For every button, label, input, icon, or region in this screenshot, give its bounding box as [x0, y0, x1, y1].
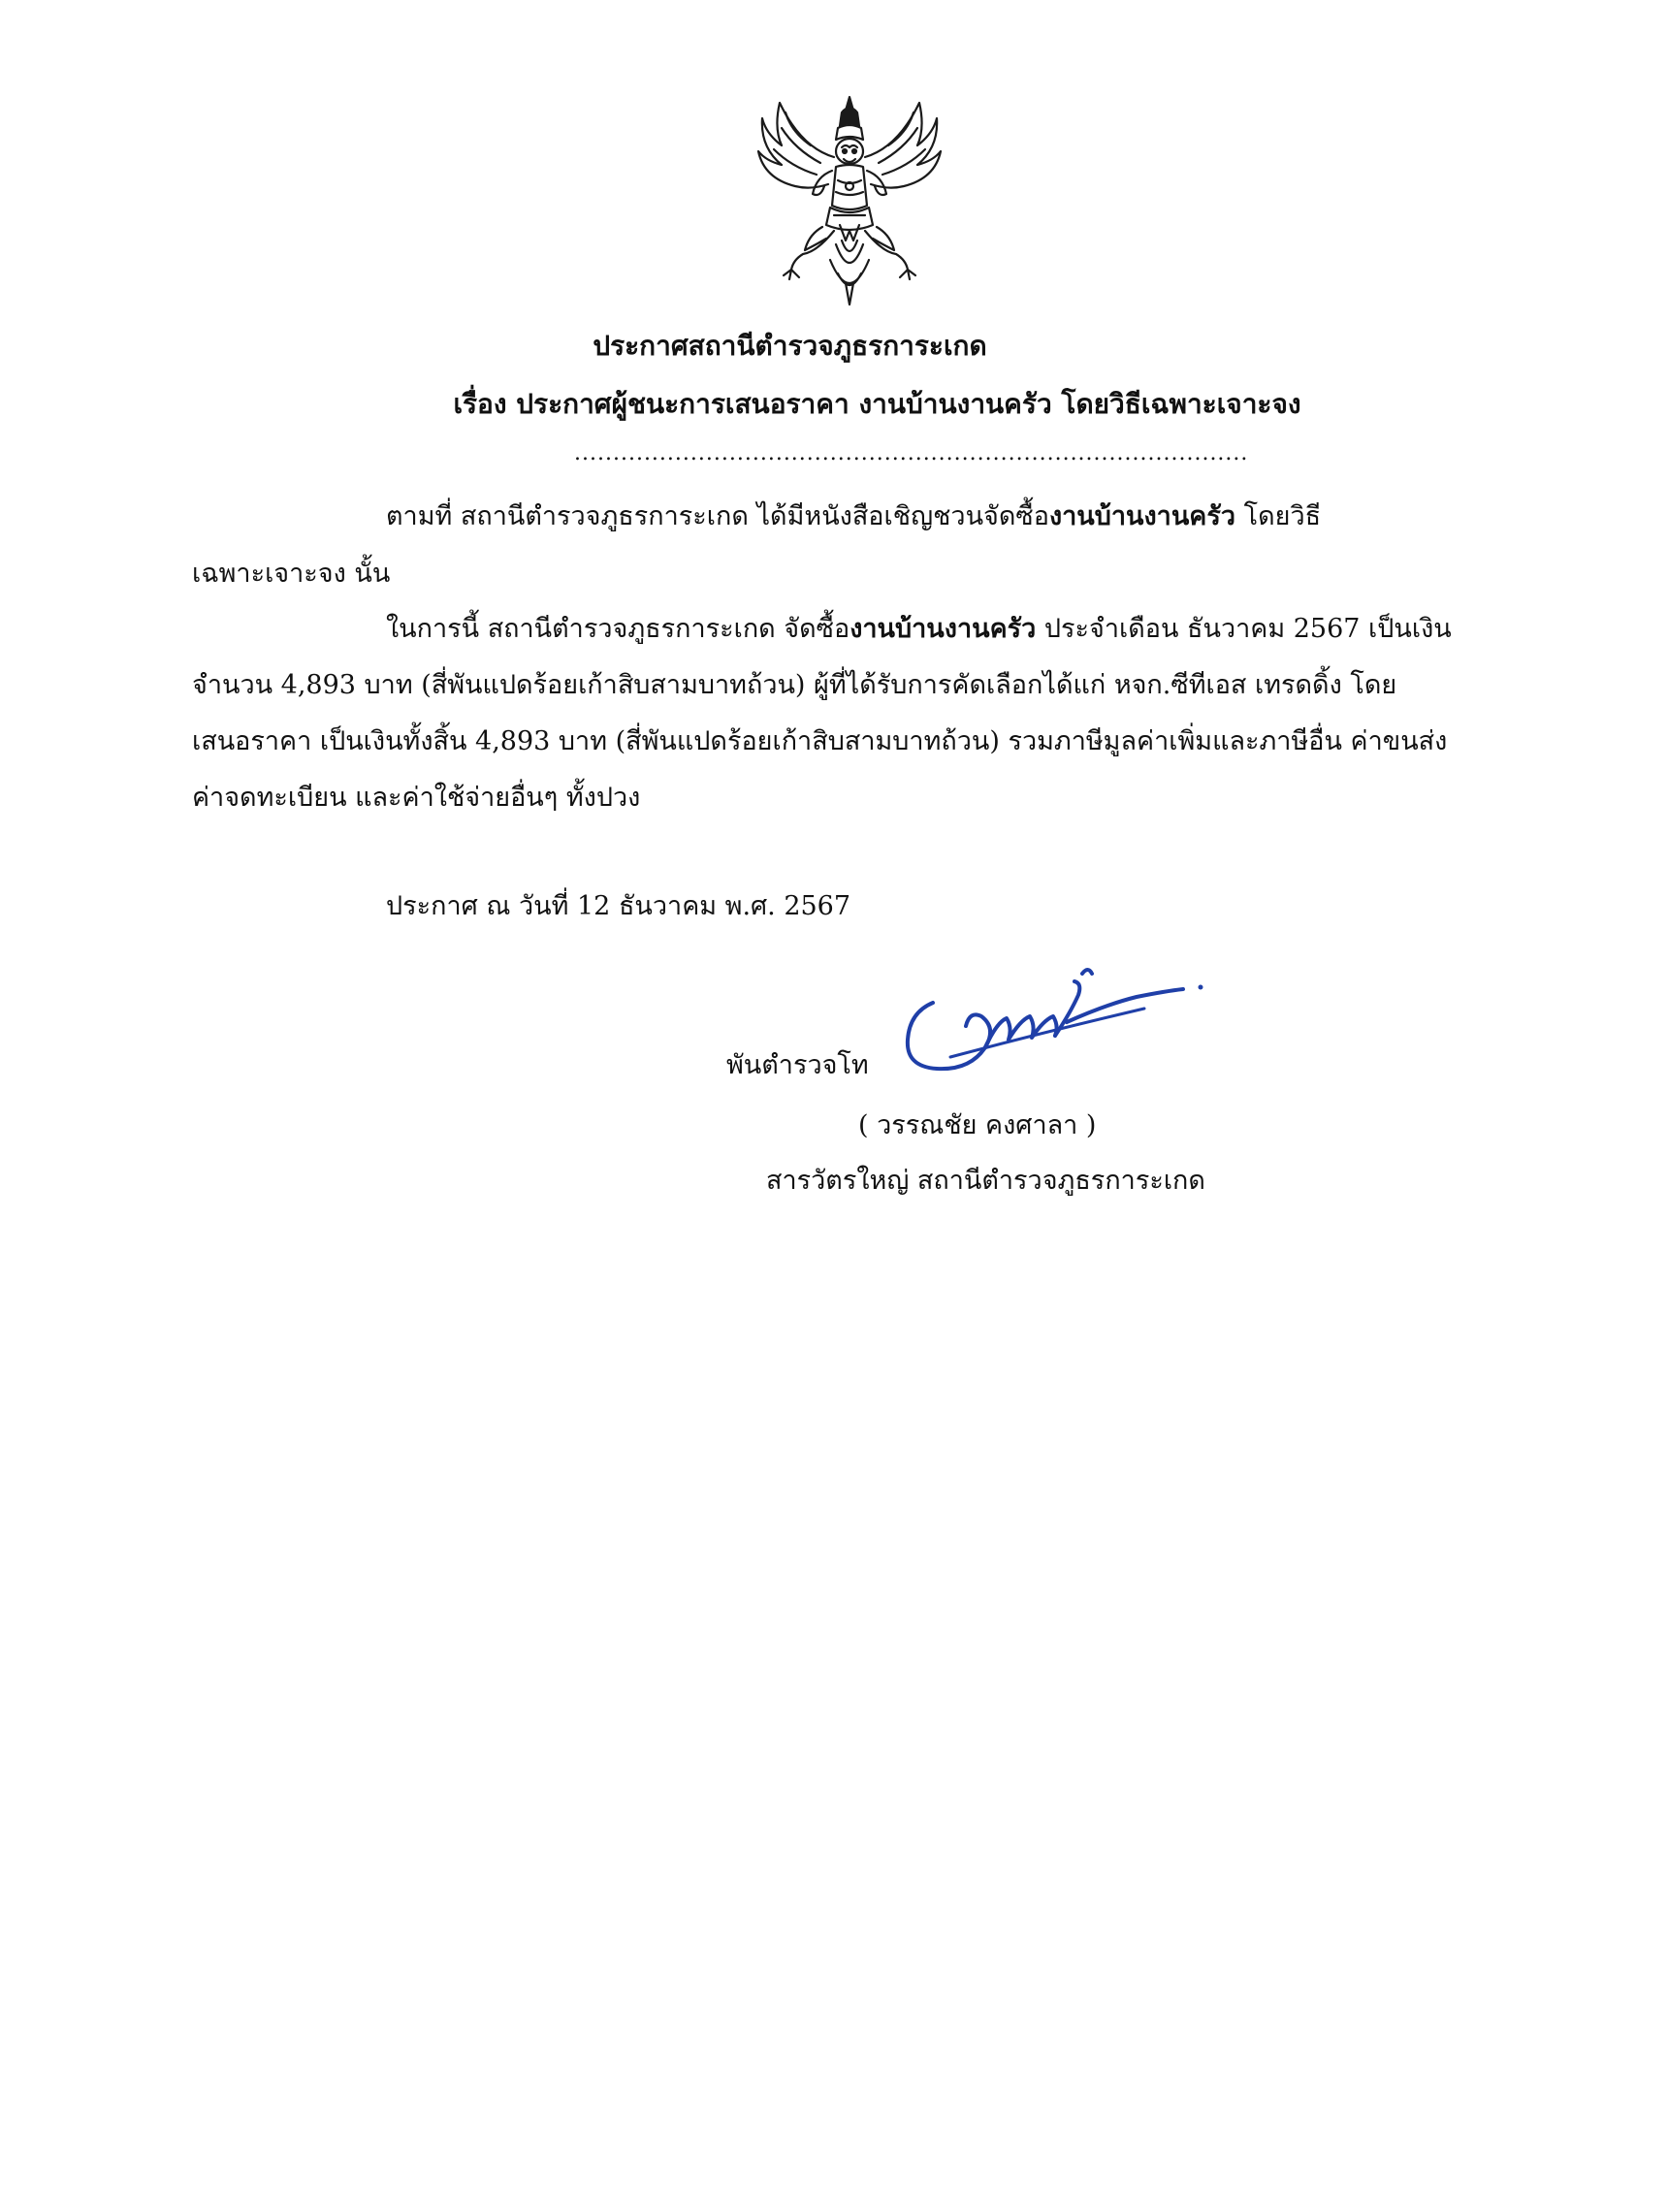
p2-suffix: ประจำเดือน ธันวาคม 2567 เป็นเงิน: [1036, 614, 1452, 644]
announcement-subject: เรื่อง ประกาศผู้ชนะการเสนอราคา งานบ้านงานครัว โดยวิธีเฉพาะเจาะจง: [453, 388, 1301, 420]
title-separator: .......................................................................................: [574, 441, 1249, 465]
signatory-name: ( วรรณชัย คงศาลา ): [858, 1110, 1097, 1140]
paragraph-2-line-4: ค่าจดทะเบียน และค่าใช้จ่ายอื่นๆ ทั้งปวง: [192, 783, 641, 813]
handwritten-signature: [892, 933, 1212, 1088]
p1-prefix: ตามที่ สถานีตำรวจภูธรการะเกด ได้มีหนังสือเชิญชวนจัดซื้อ: [386, 501, 1049, 531]
p2-prefix: ในการนี้ สถานีตำรวจภูธรการะเกด จัดซื้อ: [386, 614, 850, 644]
announcement-title: ประกาศสถานีตำรวจภูธรการะเกด: [593, 330, 987, 362]
paragraph-2-line-1: [386, 613, 1452, 646]
signatory-rank: พันตำรวจโท: [726, 1050, 869, 1080]
p2-bold: งานบ้านงานครัว: [850, 614, 1037, 644]
garuda-emblem-icon: [753, 89, 946, 312]
p1-bold: งานบ้านงานครัว: [1048, 501, 1236, 531]
paragraph-2-line-3: เสนอราคา เป็นเงินทั้งสิ้น 4,893 บาท (สี่พันแปดร้อยเก้าสิบสามบาทถ้วน) รวมภาษีมูลค่าเพิ่มและภาษีอื่น ค่าขนส่ง: [192, 726, 1448, 756]
paragraph-1-line-2: เฉพาะเจาะจง นั้น: [192, 559, 391, 589]
p1-suffix: โดยวิธี: [1235, 501, 1322, 531]
paragraph-2-line-2: จำนวน 4,893 บาท (สี่พันแปดร้อยเก้าสิบสามบาทถ้วน) ผู้ที่ได้รับการคัดเลือกได้แก่ หจก.ซีทีเอส เทรดดิ้ง โดย: [192, 670, 1397, 700]
signatory-position: สารวัตรใหญ่ สถานีตำรวจภูธรการะเกด: [766, 1166, 1205, 1196]
paragraph-1-line-1: [386, 500, 1321, 533]
announcement-date: ประกาศ ณ วันที่ 12 ธันวาคม พ.ศ. 2567: [386, 891, 851, 921]
